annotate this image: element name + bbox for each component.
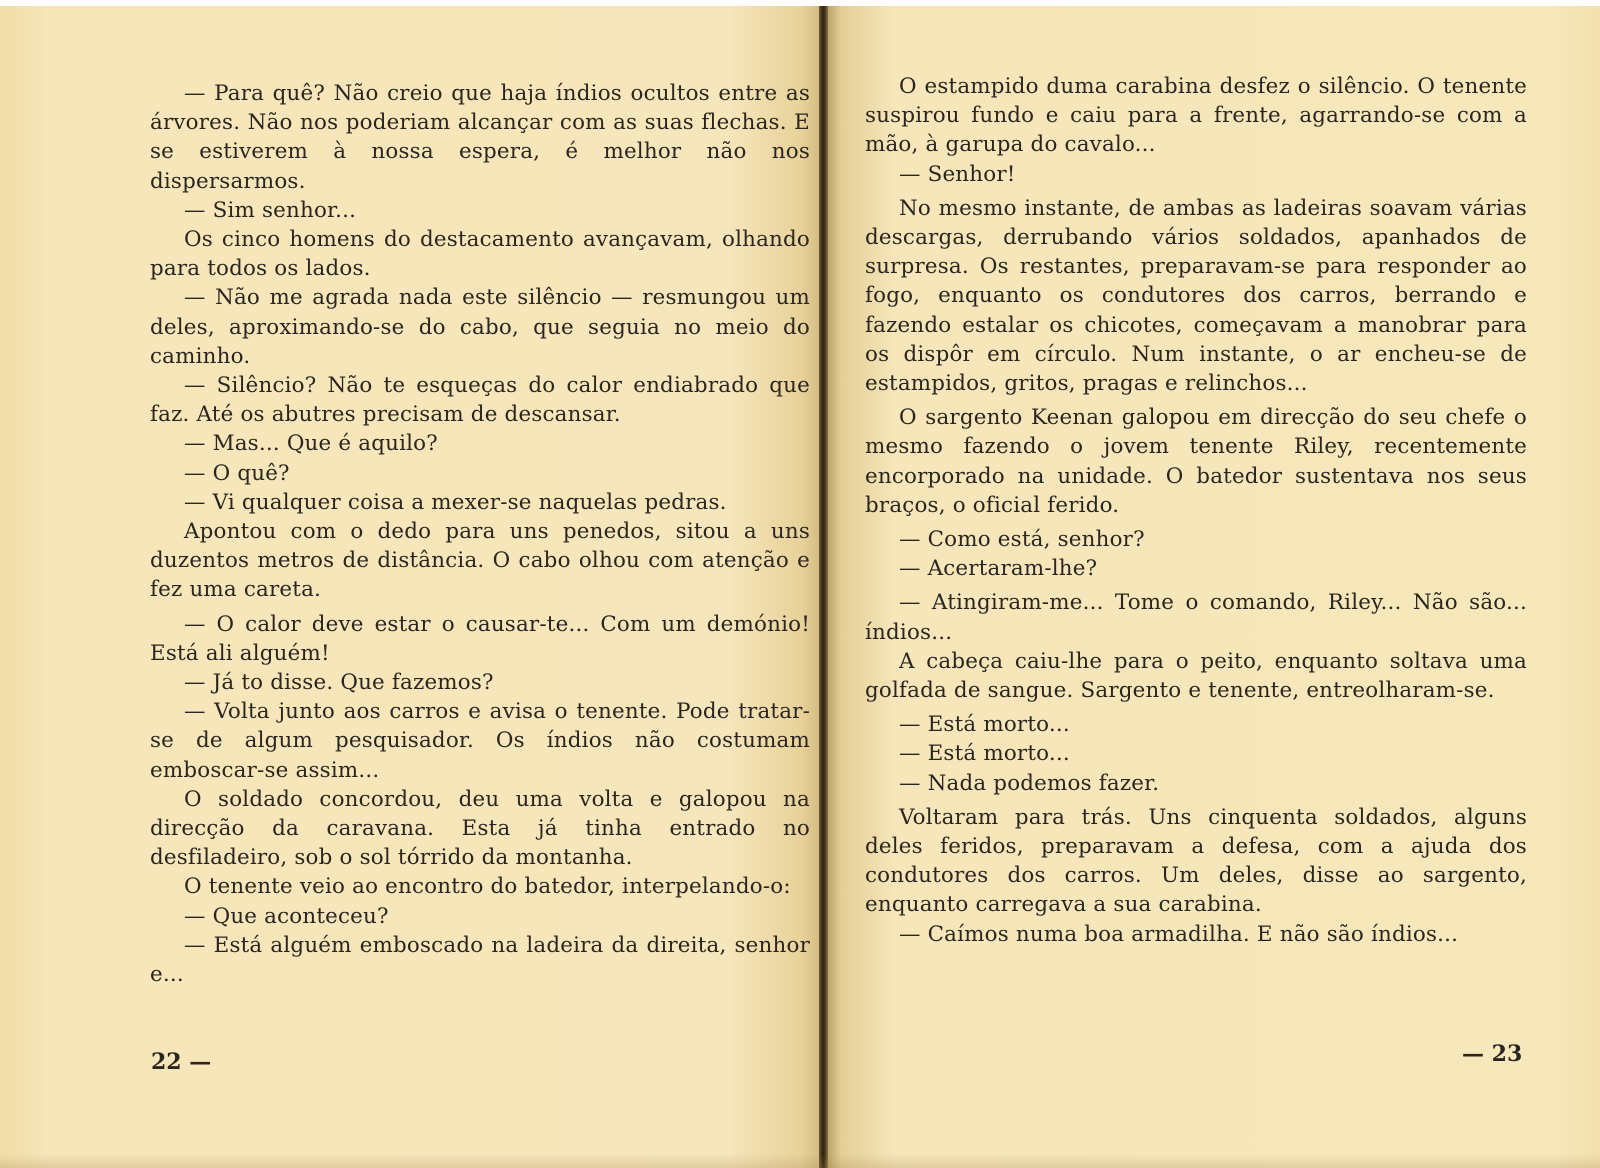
left-page-text	[150, 79, 810, 989]
paragraph: — Já to disse. Que fazemos?	[184, 670, 494, 696]
paragraph: — Caímos numa boa armadilha. E não são índios...	[899, 921, 1459, 947]
paragraph: — Que aconteceu?	[184, 903, 389, 929]
paragraph: Os cinco homens do destacamento avançavam, olhando para todos os lados.	[150, 227, 810, 282]
right-page-text	[865, 72, 1527, 949]
paragraph: — Não me agrada nada este silêncio — resmungou um deles, aproximando-se do cabo, que seguia no meio do caminho.	[150, 285, 810, 369]
book-gutter	[819, 6, 828, 1168]
left-page	[0, 6, 826, 1168]
paragraph: — Mas... Que é aquilo?	[184, 431, 438, 457]
paragraph: O sargento Keenan galopou em direcção do seu chefe o mesmo fazendo o jovem tenente Riley, recentemente encorporado na unidade. O batedor sustentava nos seus braços, o oficial ferido.	[865, 405, 1527, 518]
paragraph: — O quê?	[184, 460, 290, 486]
page-number-left: 22 —	[151, 1049, 212, 1075]
book-spread	[0, 6, 1600, 1168]
paragraph: O estampido duma carabina desfez o silêncio. O tenente suspirou fundo e caiu para a frente, agarrando-se com a mão, à garupa do cavalo...	[865, 74, 1527, 158]
page-edge-shadow	[0, 1154, 1600, 1168]
paragraph: — Sim senhor...	[184, 197, 357, 223]
paragraph: — Volta junto aos carros e avisa o tenente. Pode tratar-se de algum pesquisador. Os índios não costumam emboscar-se assim...	[150, 699, 810, 783]
paragraph: — Está morto...	[899, 741, 1070, 767]
paragraph: — Vi qualquer coisa a mexer-se naquelas pedras.	[184, 489, 727, 515]
paragraph: A cabeça caiu-lhe para o peito, enquanto soltava uma golfada de sangue. Sargento e tenente, entreolharam-se.	[865, 648, 1527, 704]
paragraph: — O calor deve estar o causar-te... Com um demónio! Está ali alguém!	[150, 611, 810, 666]
paragraph: Voltaram para trás. Uns cinquenta soldados, alguns deles feridos, preparavam a defesa, com a ajuda dos condutores dos carros. Um deles, disse ao sargento, enquanto carregava a sua carabina.	[865, 804, 1527, 918]
paragraph: — Para quê? Não creio que haja índios ocultos entre as árvores. Não nos poderiam alcançar com as suas flechas. E se estiverem à nossa espera, é melhor não nos dispersarmos.	[150, 81, 810, 194]
paragraph: No mesmo instante, de ambas as ladeiras soavam várias descargas, derrubando vários soldados, apanhados de surpresa. Os restantes, preparavam-se para responder ao fogo, enquanto os condutores dos carros, berrando e fazendo estalar os chicotes, começavam a manobrar para os dispôr em círculo. Num instante, o ar encheu-se de estampidos, gritos, pragas e relinchos...	[865, 195, 1527, 397]
paragraph: — Senhor!	[899, 161, 1016, 187]
paragraph: O soldado concordou, deu uma volta e galopou na direcção da caravana. Esta já tinha entrado no desfiladeiro, sob o sol tórrido da montanha.	[150, 786, 810, 871]
paragraph: — Está alguém emboscado na ladeira da direita, senhor e...	[150, 932, 810, 988]
paragraph: — Está morto...	[899, 712, 1070, 738]
paragraph: Apontou com o dedo para uns penedos, sitou a uns duzentos metros de distância. O cabo olhou com atenção e fez uma careta.	[150, 519, 810, 603]
right-page	[826, 6, 1600, 1168]
paragraph: — Como está, senhor?	[899, 527, 1145, 553]
paragraph: O tenente veio ao encontro do batedor, interpelando-o:	[184, 874, 791, 900]
paragraph: — Silêncio? Não te esqueças do calor endiabrado que faz. Até os abutres precisam de descansar.	[150, 373, 810, 428]
paragraph: — Nada podemos fazer.	[899, 770, 1160, 796]
page-number-right: — 23	[1462, 1041, 1523, 1067]
paragraph: — Acertaram-lhe?	[899, 556, 1098, 582]
paragraph: — Atingiram-me... Tome o comando, Riley... Não são... índios...	[865, 590, 1527, 645]
